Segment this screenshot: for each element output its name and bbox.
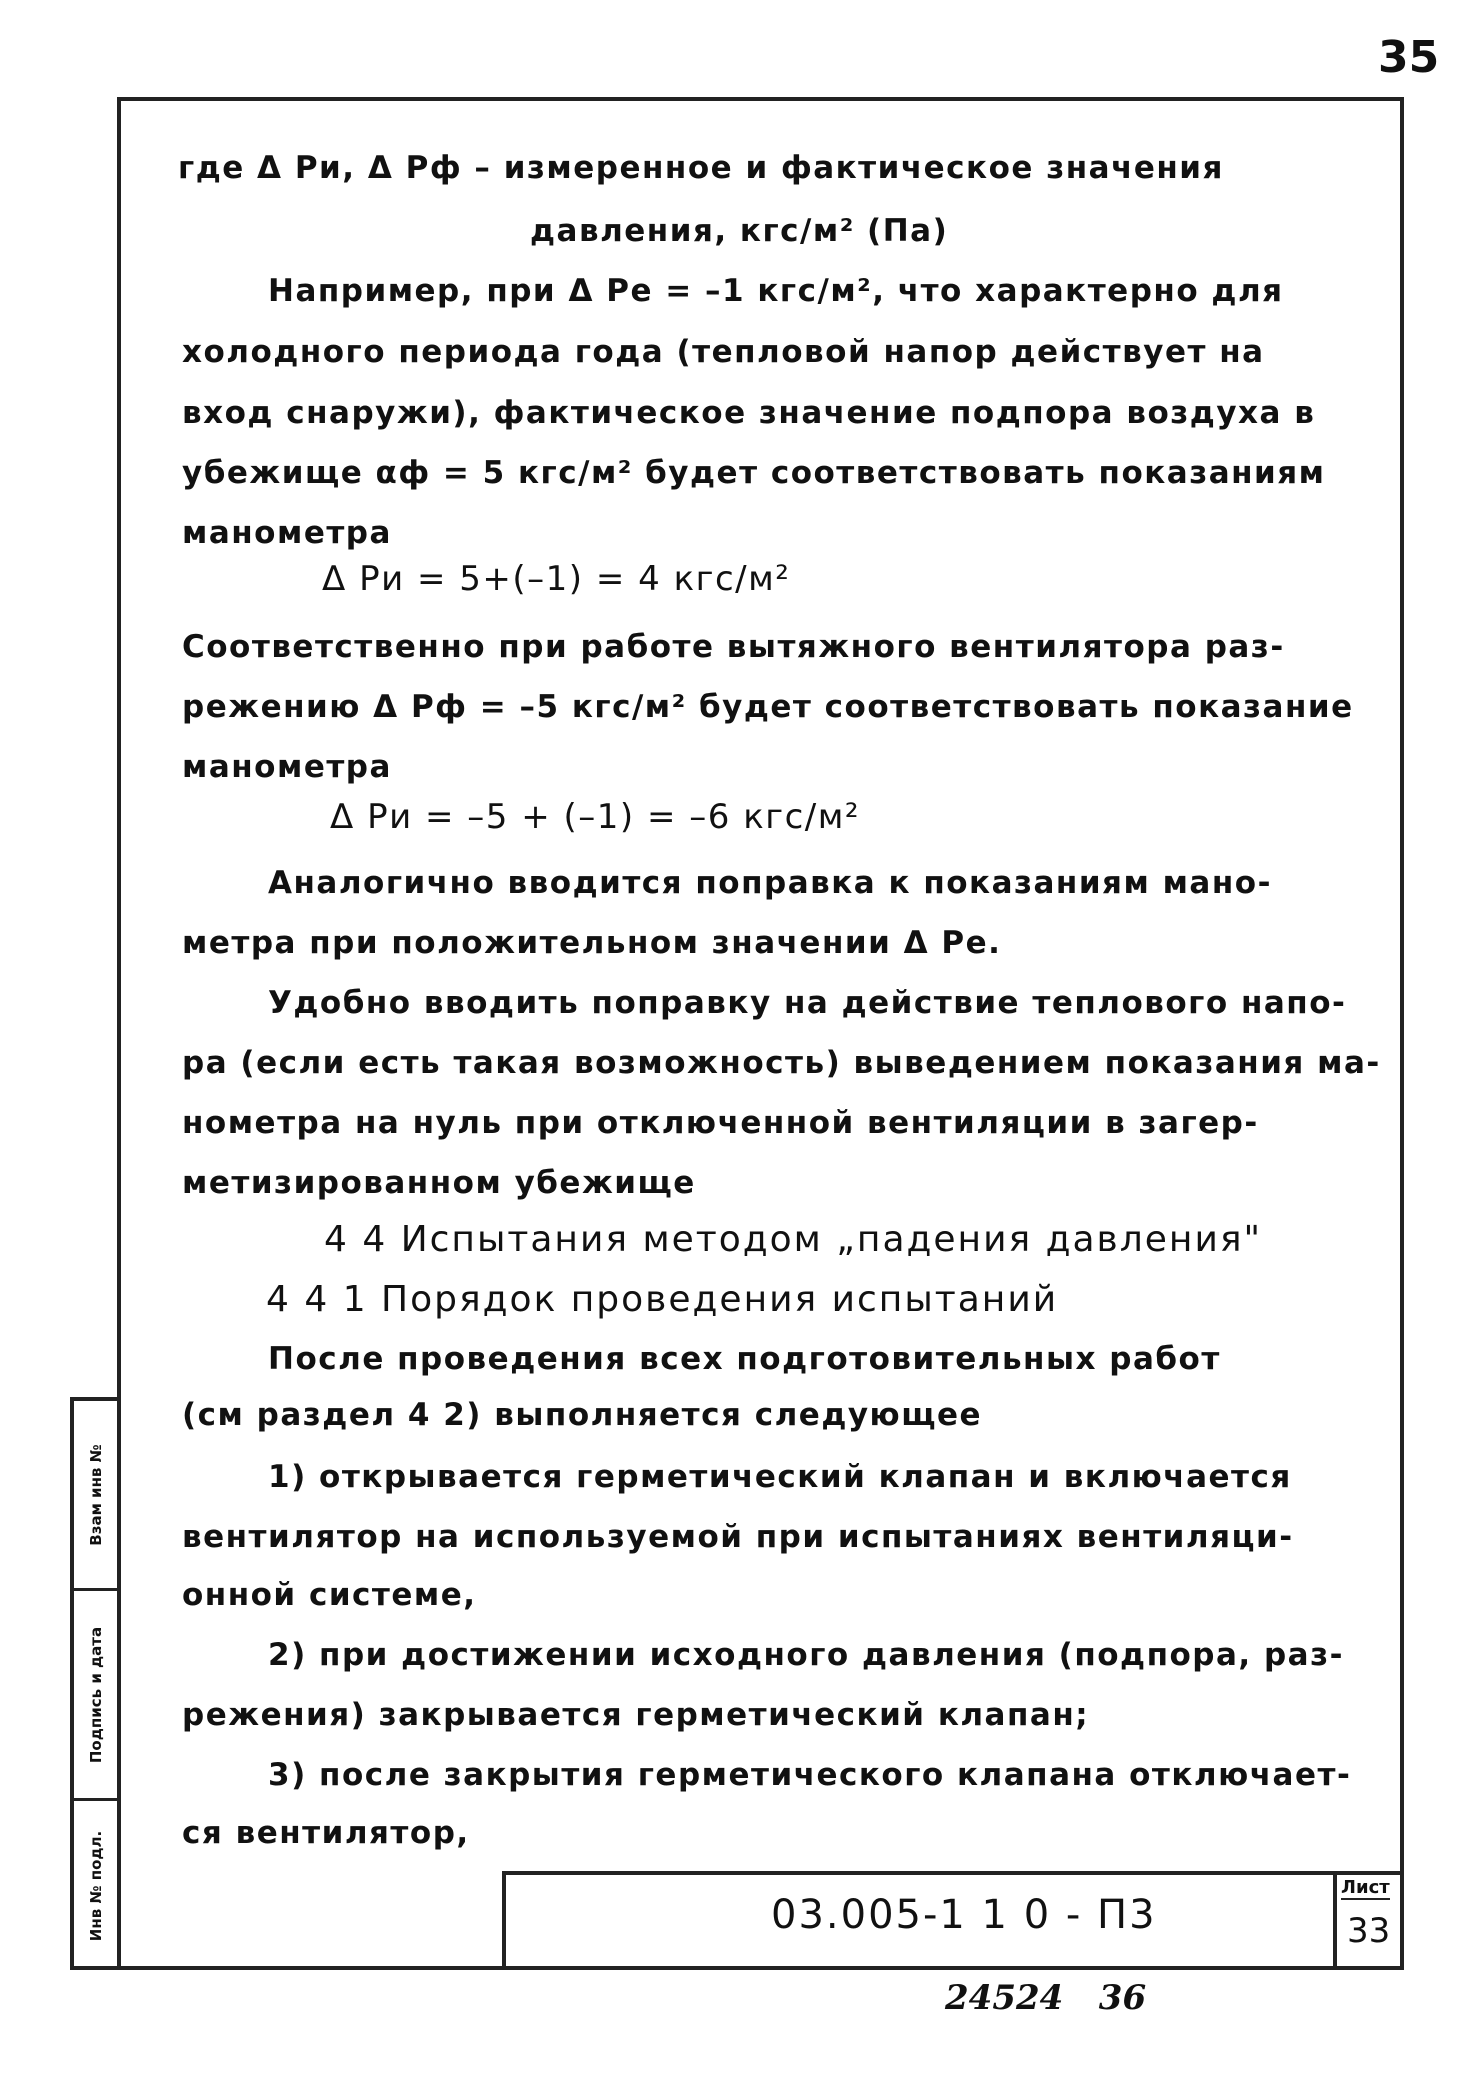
section-heading: 4 4 Испытания методом „падения давления" [324, 1219, 1263, 1260]
side-cell-original-inv [74, 1801, 117, 1970]
list-item: 2) при достижении исходного давления (подпора, раз- [268, 1637, 1344, 1673]
body-line: режения) закрывается герметический клапан; [182, 1697, 1090, 1733]
side-cell-signature-date [74, 1591, 117, 1801]
title-block [502, 1871, 1400, 1966]
formula-line: Δ Ри = –5 + (–1) = –6 кгс/м² [330, 797, 861, 837]
formula-line: Δ Ри = 5+(–1) = 4 кгс/м² [322, 559, 791, 599]
body-line: манометра [182, 749, 392, 785]
body-line: где Δ Ри, Δ Рф – измеренное и фактическое значения [178, 150, 1224, 186]
body-line: давления, кгс/м² (Па) [530, 213, 949, 249]
body-line: манометра [182, 515, 392, 551]
body-line: вентилятор на используемой при испытаниях вентиляци- [182, 1519, 1294, 1555]
archive-stamp: 24524 36 [945, 1978, 1147, 2018]
side-label: Взам инв № [86, 1443, 105, 1546]
body-line: холодного периода года (тепловой напор действует на [182, 334, 1265, 370]
document-code: 03.005-1 1 0 - П3 [771, 1892, 1157, 1938]
side-cell-replace-inv [74, 1401, 117, 1591]
body-line: Соответственно при работе вытяжного вентилятора раз- [182, 629, 1285, 665]
list-item: 3) после закрытия герметического клапана отключает- [268, 1757, 1352, 1793]
body-line: метра при положительном значении Δ Ре. [182, 925, 1002, 961]
body-line: онной системе, [182, 1577, 477, 1613]
subsection-heading: 4 4 1 Порядок проведения испытаний [266, 1279, 1059, 1320]
body-line: Удобно вводить поправку на действие теплового напо- [268, 985, 1347, 1021]
sheet-box [1333, 1875, 1400, 1966]
page-number: 35 [1378, 32, 1440, 83]
body-line: Аналогично вводится поправка к показаниям мано- [268, 865, 1272, 901]
body-line: режению Δ Рф = –5 кгс/м² будет соответствовать показание [182, 689, 1354, 725]
body-line: вход снаружи), фактическое значение подпора воздуха в [182, 395, 1316, 431]
body-line: нометра на нуль при отключенной вентиляции в загер- [182, 1105, 1259, 1141]
sheet-label: Лист [1341, 1877, 1390, 1898]
body-line: Например, при Δ Ре = –1 кгс/м², что характерно для [268, 273, 1284, 309]
body-line: ра (если есть такая возможность) выведением показания ма- [182, 1045, 1381, 1081]
sheet-number: 33 [1347, 1911, 1391, 1951]
page-frame [117, 97, 1404, 1970]
side-label: Подпись и дата [86, 1626, 105, 1763]
body-line: (см раздел 4 2) выполняется следующее [182, 1397, 983, 1433]
list-item: 1) открывается герметический клапан и включается [268, 1459, 1292, 1495]
body-line: убежище αф = 5 кгс/м² будет соответствовать показаниям [182, 455, 1326, 491]
body-line: метизированном убежище [182, 1165, 696, 1201]
body-line: ся вентилятор, [182, 1815, 470, 1851]
body-line: После проведения всех подготовительных работ [268, 1341, 1221, 1377]
side-label: Инв № подл. [86, 1830, 105, 1941]
side-approval-strip [70, 1397, 117, 1970]
